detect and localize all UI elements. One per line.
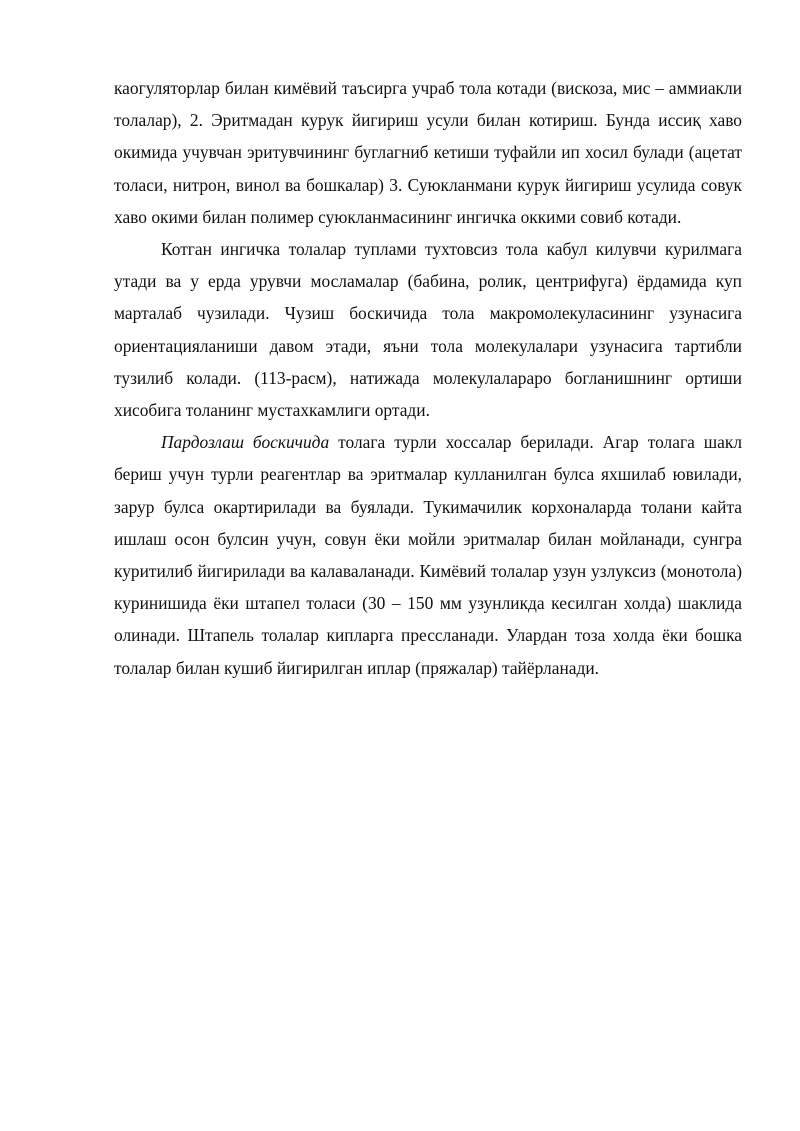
paragraph-continuation: каогуляторлар билан кимёвий таъсирга учраб тола котади (вискоза, мис – аммиакли толалар), 2. Эритмадан курук йигириш усули билан котириш. Бунда иссиқ хаво окимида учувчан эритувчининг буглагниб кетиши туфайли ип хосил булади (ацетат толаси, нитрон, винол ва бошкалар) 3. Суюкланмани курук йигириш усулида совук хаво окими билан полимер суюкланмасининг ингичка оккими совиб котади. <box>114 78 742 227</box>
paragraph-finishing-stage <box>114 426 742 684</box>
body-text <box>114 72 742 684</box>
finishing-stage-text: толага турли хоссалар берилади. Агар толага шакл бериш учун турли реагентлар ва эритмалар кулланилган булса яхшилаб ювилади, зарур булса окартирилади ва буялади. Тукимачилик корхоналарда толани кайта ишлаш осон булсин учун, совун ёки мойли эритмалар билан мойланади, сунгра куритилиб йигирилади ва калаваланади. Кимёвий толалар узун узлуксиз (монотола) куринишида ёки штапел толаси (30 – 150 мм узунликда кесилган холда) шаклида олинади. Штапель толалар кипларга прессланади. Улардан тоза холда ёки бошка толалар билан кушиб йигирилган иплар (пряжалар) тайёрланади. <box>114 432 742 678</box>
paragraph-drawing-stage: Котган ингичка толалар туплами тухтовсиз тола кабул килувчи курилмага утади ва у ерда урувчи мосламалар (бабина, ролик, центрифуга) ёрдамида куп марталаб чузилади. Чузиш боскичида тола макромолекуласининг узунасига ориентацияланиши давом этади, яъни тола молекулалари узунасига тартибли тузилиб колади. (113-расм), натижада молекулалараро богланишнинг ортиши хисобига толанинг мустахкамлиги ортади. <box>114 239 742 421</box>
finishing-stage-term: Пардозлаш боскичида <box>161 432 330 453</box>
